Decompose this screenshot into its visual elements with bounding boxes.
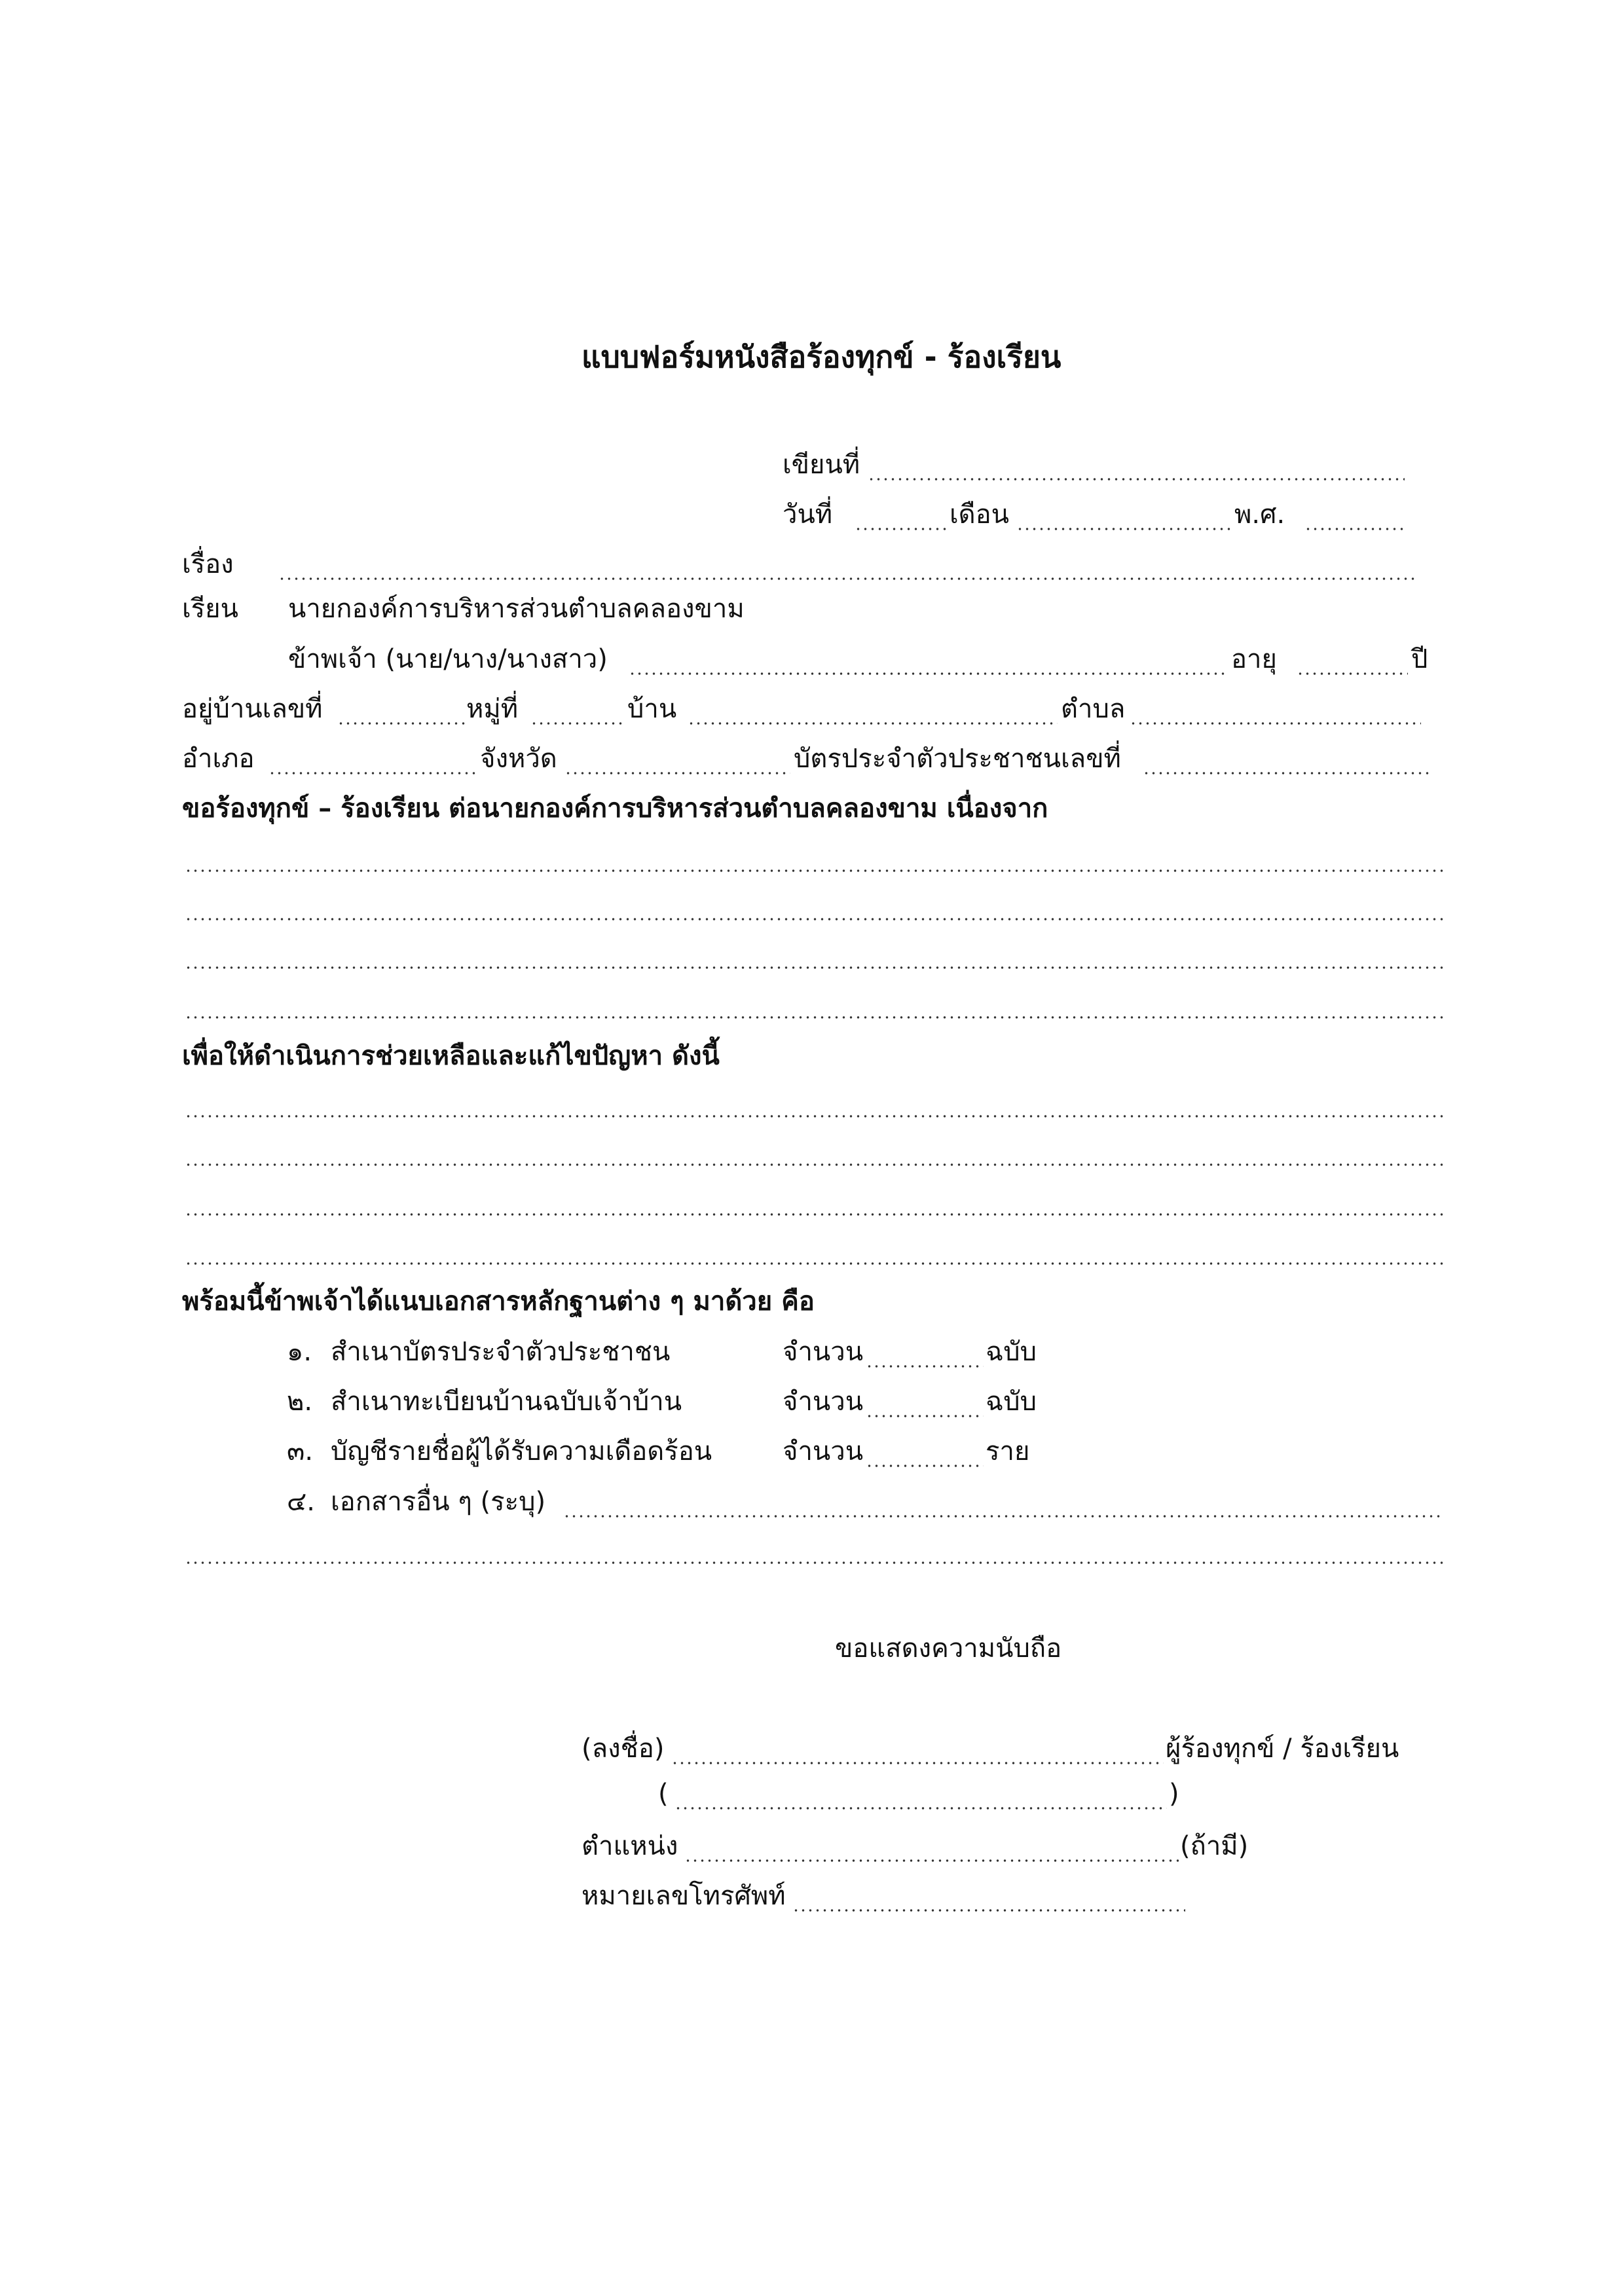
written-at-label: เขียนที่ xyxy=(783,450,860,480)
request-heading: เพื่อให้ดำเนินการช่วยเหลือและแก้ไขปัญหา ดังนี้ xyxy=(182,1041,720,1071)
attachment-label: สำเนาทะเบียนบ้านฉบับเจ้าบ้าน xyxy=(331,1387,682,1417)
position-field[interactable] xyxy=(684,1859,1179,1862)
complaint-heading: ขอร้องทุกข์ – ร้องเรียน ต่อนายกองค์การบริหารส่วนตำบลคลองขาม เนื่องจาก xyxy=(182,793,1048,824)
age-field[interactable] xyxy=(1297,672,1408,675)
position-label: ตำแหน่ง xyxy=(581,1831,678,1861)
id-card-field[interactable] xyxy=(1143,772,1431,774)
to-value: นายกองค์การบริหารส่วนตำบลคลองขาม xyxy=(288,594,745,624)
attachment-qty-label: จำนวน xyxy=(783,1387,864,1417)
attachment-unit: ฉบับ xyxy=(986,1387,1037,1417)
district-field[interactable] xyxy=(268,772,478,774)
attachment-num: ๑. xyxy=(287,1337,312,1367)
date-label: วันที่ xyxy=(783,500,833,530)
paren-close: ) xyxy=(1169,1779,1179,1809)
signer-role: ผู้ร้องทุกข์ / ร้องเรียน xyxy=(1166,1734,1399,1764)
village-field[interactable] xyxy=(688,722,1058,725)
request-line[interactable] xyxy=(185,1163,1445,1166)
request-line[interactable] xyxy=(185,1213,1445,1216)
signature-field[interactable] xyxy=(671,1762,1164,1764)
subject-label: เรื่อง xyxy=(182,549,234,579)
province-label: จังหวัด xyxy=(480,744,557,774)
house-no-field[interactable] xyxy=(337,722,465,725)
attachment-unit: ราย xyxy=(986,1436,1030,1467)
attachment-num: ๔. xyxy=(287,1487,315,1517)
subdistrict-label: ตำบล xyxy=(1061,694,1126,724)
page-title: แบบฟอร์มหนังสือร้องทุกข์ - ร้องเรียน xyxy=(581,339,1061,374)
house-no-label: อยู่บ้านเลขที่ xyxy=(182,694,323,724)
age-unit: ปี xyxy=(1411,644,1428,674)
attachment-qty-label: จำนวน xyxy=(783,1436,864,1467)
month-field[interactable] xyxy=(1016,528,1232,530)
name-field[interactable] xyxy=(629,672,1228,675)
sign-label: (ลงชื่อ) xyxy=(581,1734,665,1764)
complaint-line[interactable] xyxy=(185,869,1445,872)
other-documents-line[interactable] xyxy=(185,1561,1445,1564)
request-line[interactable] xyxy=(185,1115,1445,1118)
other-documents-field[interactable] xyxy=(563,1515,1441,1518)
age-label: อายุ xyxy=(1231,644,1277,674)
closing: ขอแสดงความนับถือ xyxy=(835,1633,1062,1664)
id-card-label: บัตรประจำตัวประชาชนเลขที่ xyxy=(794,744,1121,774)
district-label: อำเภอ xyxy=(182,744,255,774)
complaint-line[interactable] xyxy=(185,1016,1445,1019)
attachment-num: ๒. xyxy=(287,1387,313,1417)
attachment-num: ๓. xyxy=(287,1436,314,1467)
attachment-label: สำเนาบัตรประจำตัวประชาชน xyxy=(331,1337,671,1367)
village-label: บ้าน xyxy=(627,694,677,724)
attachment-qty-label: จำนวน xyxy=(783,1337,864,1367)
moo-field[interactable] xyxy=(530,722,625,725)
complaint-line[interactable] xyxy=(185,918,1445,920)
attachment-label: เอกสารอื่น ๆ (ระบุ) xyxy=(331,1487,546,1517)
moo-label: หมู่ที่ xyxy=(466,694,519,724)
printed-name-field[interactable] xyxy=(674,1807,1167,1810)
year-label: พ.ศ. xyxy=(1234,500,1285,530)
subdistrict-field[interactable] xyxy=(1130,722,1421,725)
paren-open: ( xyxy=(658,1779,669,1809)
date-field[interactable] xyxy=(855,528,946,530)
subject-field[interactable] xyxy=(278,577,1414,580)
to-label: เรียน xyxy=(182,594,238,624)
province-field[interactable] xyxy=(564,772,790,774)
phone-label: หมายเลขโทรศัพท์ xyxy=(581,1881,786,1911)
month-label: เดือน xyxy=(950,500,1010,530)
request-line[interactable] xyxy=(185,1262,1445,1265)
complaint-line[interactable] xyxy=(185,966,1445,969)
name-label: ข้าพเจ้า (นาย/นาง/นางสาว) xyxy=(288,644,608,674)
year-field[interactable] xyxy=(1304,528,1406,530)
attachment-qty-field[interactable] xyxy=(866,1465,984,1467)
attachment-qty-field[interactable] xyxy=(866,1365,984,1368)
attachment-qty-field[interactable] xyxy=(866,1415,984,1417)
attachment-label: บัญชีรายชื่อผู้ได้รับความเดือดร้อน xyxy=(331,1436,712,1467)
written-at-field[interactable] xyxy=(868,478,1405,481)
attachment-unit: ฉบับ xyxy=(986,1337,1037,1367)
attachments-heading: พร้อมนี้ข้าพเจ้าได้แนบเอกสารหลักฐานต่าง ๆ มาด้วย คือ xyxy=(182,1286,815,1317)
phone-field[interactable] xyxy=(792,1909,1185,1912)
position-note: (ถ้ามี) xyxy=(1180,1831,1249,1861)
